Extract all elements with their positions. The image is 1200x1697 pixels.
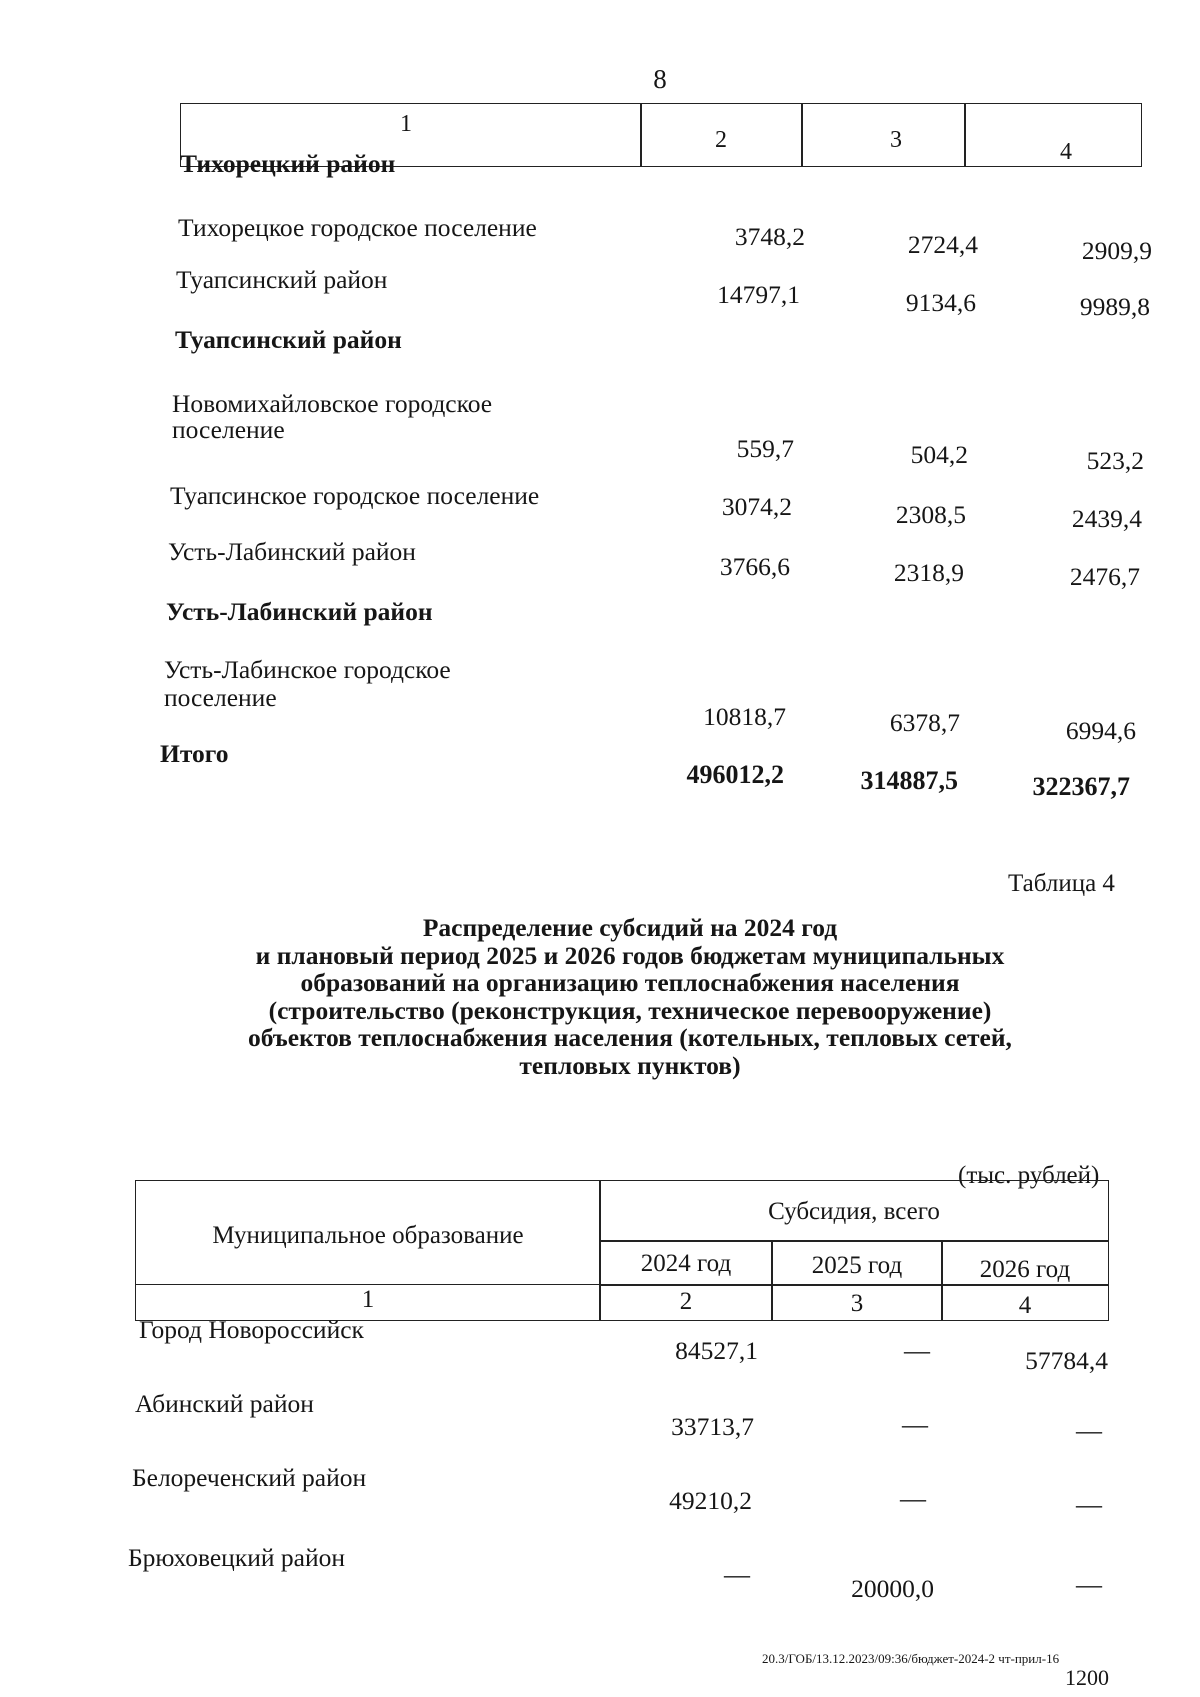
table3-row-name: Туапсинский район [175, 325, 402, 354]
table3-row-name-line2: поселение [172, 415, 285, 444]
table3-cell-2024: 10818,7 [703, 702, 786, 731]
table3-cell-2024: 559,7 [736, 434, 794, 463]
table3-row-name: Туапсинский район [176, 265, 388, 294]
table3-row-name-line2: поселение [164, 683, 277, 712]
table4-title-line: тепловых пунктов) [519, 1050, 741, 1080]
table3-cell-2024: 14797,1 [717, 280, 800, 309]
table4-header-name: Муниципальное образование [212, 1222, 524, 1249]
table3-cell-2026: 2439,4 [1071, 504, 1142, 533]
table3-row-name: Туапсинское городское поселение [170, 481, 540, 510]
table4-cell-2026: 57784,4 [1025, 1346, 1108, 1375]
table3-cell-2025: 2724,4 [907, 230, 978, 259]
table3-header-label-4: 4 [1060, 139, 1072, 165]
table4-header-num-4: 4 [1018, 1292, 1032, 1319]
table4-unit: (тыс. рублей) [958, 1162, 1100, 1189]
table3-row-name-line1: Усть-Лабинское городское [164, 655, 451, 684]
table3-header-col4 [964, 103, 1142, 167]
table3-total-label: Итого [160, 739, 229, 768]
table4-cell-2024: — [724, 1560, 750, 1589]
table4-header-year-2026: 2026 год [979, 1256, 1071, 1283]
table3-row-name: Усть-Лабинский район [168, 537, 416, 566]
table3-cell-2025: 6378,7 [889, 708, 960, 737]
table4-row-name: Город Новороссийск [139, 1315, 364, 1344]
table4-header-num-1: 1 [361, 1286, 375, 1313]
table3-header-label-3: 3 [890, 127, 902, 153]
table3-row-name: Тихорецкий район [180, 149, 396, 178]
table4-title-line: (строительство (реконструкция, техническое перевооружение) [268, 995, 992, 1025]
footer-number: 1200 [1065, 1665, 1109, 1690]
table4-header [135, 1180, 1109, 1321]
table3-row-name-line1: Новомихайловское городское [172, 389, 493, 418]
table3-cell-2025: 9134,6 [905, 288, 976, 317]
table4-cell-2025: — [904, 1336, 930, 1365]
table4-title-line: Распределение субсидий на 2024 год [422, 913, 838, 942]
table3-cell-2026: 6994,6 [1065, 716, 1136, 745]
table4-row-name: Абинский район [135, 1389, 314, 1418]
table4-cell-2024: 49210,2 [669, 1486, 752, 1515]
table3-cell-2024: 3074,2 [721, 492, 792, 521]
table4-title-line: и плановый период 2025 и 2026 годов бюджетам муниципальных [255, 940, 1005, 970]
table4-title [180, 914, 1080, 1079]
table3-cell-2026: 2909,9 [1081, 236, 1152, 265]
table4-cell-2025: — [900, 1484, 926, 1513]
table3-cell-2025: 2318,9 [893, 558, 964, 587]
table4-header-num-3: 3 [850, 1290, 864, 1317]
table3-total-2024: 496012,2 [686, 760, 784, 789]
table4-header-year-2024: 2024 год [640, 1250, 732, 1277]
table3-cell-2026: 523,2 [1086, 446, 1144, 475]
table3-header-label-1: 1 [400, 111, 412, 137]
table3-cell-2024: 3766,6 [719, 552, 790, 581]
table4-cell-2025: — [902, 1410, 928, 1439]
table4-row-name: Белореченский район [132, 1463, 367, 1492]
table3-cell-2024: 3748,2 [734, 222, 805, 251]
table4-header-group: Субсидия, всего [768, 1198, 940, 1225]
table4-cell-2025: 20000,0 [851, 1574, 934, 1603]
table3-cell-2025: 504,2 [910, 440, 968, 469]
table3-cell-2026: 9989,8 [1079, 292, 1150, 321]
table4-title-line: образований на организацию теплоснабжения населения [300, 968, 960, 997]
table3-cell-2025: 2308,5 [895, 500, 966, 529]
table3-row-name: Усть-Лабинский район [166, 597, 433, 626]
table4-cell-2026: — [1076, 1490, 1102, 1519]
table3-total-2026: 322367,7 [1032, 772, 1130, 801]
table4-cell-2024: 84527,1 [675, 1336, 758, 1365]
table4-header-year-2025: 2025 год [811, 1252, 903, 1279]
table4-caption: Таблица 4 [1008, 870, 1115, 897]
table4-cell-2024: 33713,7 [671, 1412, 754, 1441]
table3-cell-2026: 2476,7 [1069, 562, 1140, 591]
table4-header-num-2: 2 [679, 1288, 693, 1315]
table4-title-line: объектов теплоснабжения населения (котельных, тепловых сетей, [248, 1023, 1012, 1052]
page-number: 8 [653, 64, 667, 94]
table3-row-name: Тихорецкое городское поселение [178, 213, 537, 242]
table4-cell-2026: — [1076, 1570, 1102, 1599]
footer-code: 20.3/ГОБ/13.12.2023/09:36/бюджет-2024-2 чт-прил-16 [762, 1651, 1060, 1666]
table3-header-col3 [801, 103, 966, 167]
table3-header-label-2: 2 [715, 127, 727, 153]
table4-row-name: Брюховецкий район [128, 1543, 345, 1572]
table4-cell-2026: — [1076, 1416, 1102, 1445]
table3-total-2025: 314887,5 [860, 766, 958, 795]
